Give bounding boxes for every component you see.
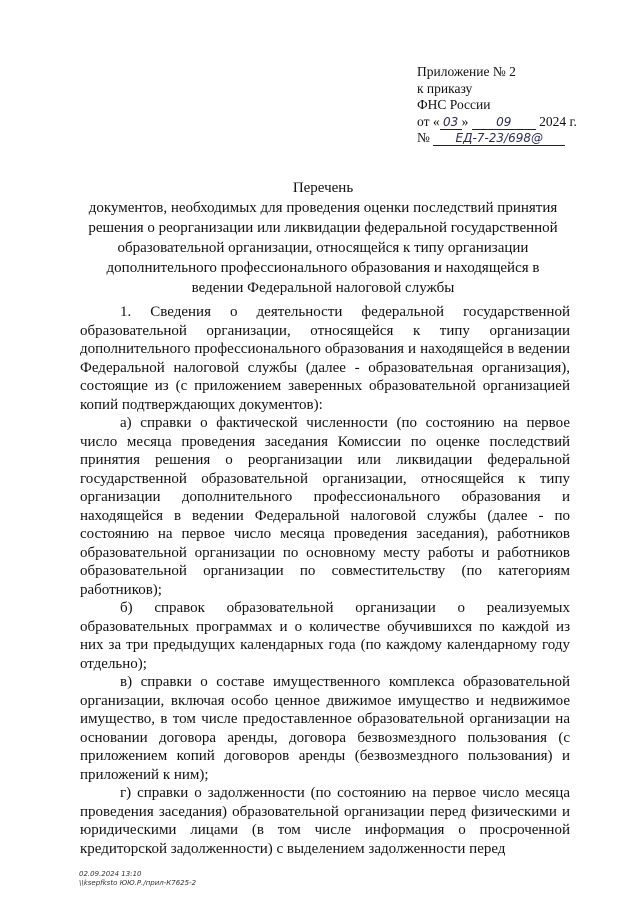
paragraph-g: г) справки о задолженности (по состоянию на первое число месяца проведения заседания) образовательной организации перед физическими и юридическими лицами (в том числе информация о просроченной кредиторской задолженности) с выделением задолженности перед bbox=[80, 785, 570, 857]
paragraph-b: б) справок образовательной организации о реализуемых образовательных программах и о количестве обучившихся по каждой из них за три предыдущих календарных года (по каждому календарному году отдельно); bbox=[80, 600, 570, 672]
footer-path: \\ksepfksto ЮЮ.Р./прил-К7625-2 bbox=[79, 879, 197, 887]
footer-timestamp: 02.09.2024 13:10 bbox=[79, 870, 142, 878]
title-text: документов, необходимых для проведения оценки последствий принятия решения о реорганизации или ликвидации федеральной государственной образовательной организации, относящейся к типу организации дополнительного профессионального образования и находящейся в ведении Федеральной налоговой службы bbox=[88, 200, 558, 296]
appendix-label: Приложение № 2 bbox=[417, 64, 516, 79]
date-day: 03 bbox=[440, 115, 462, 130]
footer-stamp bbox=[79, 870, 196, 888]
number-value: ЕД-7-23/698@ bbox=[433, 131, 565, 146]
date-month: 09 bbox=[472, 115, 536, 130]
appendix-authority: ФНС России bbox=[417, 97, 491, 112]
date-prefix: от « bbox=[417, 113, 440, 129]
paragraph-1: 1. Сведения о деятельности федеральной государственной образовательной организации, относящейся к типу организации дополнительного профессионального образования и находящейся в ведении Федеральной налоговой службы (далее - образовательная организация), состоящие из (с приложением заверенных образовательной организацией копий подтверждающих документов): bbox=[80, 304, 570, 413]
paragraph-v: в) справки о составе имущественного комплекса образовательной организации, включая особо ценное движимое имущество и недвижимое имущество, в том числе предоставленное образовательной организации на основании договора аренды, договора безвозмездного пользования (с приложением копий договоров аренды (безвозмездного пользования) и приложений к ним); bbox=[80, 674, 570, 783]
date-year: 2024 г. bbox=[539, 113, 577, 129]
appendix-order-ref: к приказу bbox=[417, 80, 473, 96]
title-heading: Перечень bbox=[292, 180, 354, 196]
document-body bbox=[80, 303, 570, 858]
number-prefix: № bbox=[417, 130, 430, 145]
appendix-header bbox=[417, 64, 577, 147]
paragraph-a: а) справки о фактической численности (по состоянию на первое число месяца проведения заседания Комиссии по оценке последствий принятия решения о реорганизации или ликвидации федеральной государственной образовательной организации, относящейся к типу организации дополнительного профессионального образования и находящейся в ведении Федеральной налоговой службы (далее - по состоянию на первое число месяца проведения заседания), работников образовательной организации по основному месту работы и работников образовательной организации по совместительству (по категориям работников); bbox=[80, 415, 570, 598]
document-title bbox=[88, 178, 558, 298]
date-mid: » bbox=[461, 113, 469, 129]
appendix-number bbox=[417, 130, 577, 147]
appendix-date bbox=[417, 114, 577, 131]
